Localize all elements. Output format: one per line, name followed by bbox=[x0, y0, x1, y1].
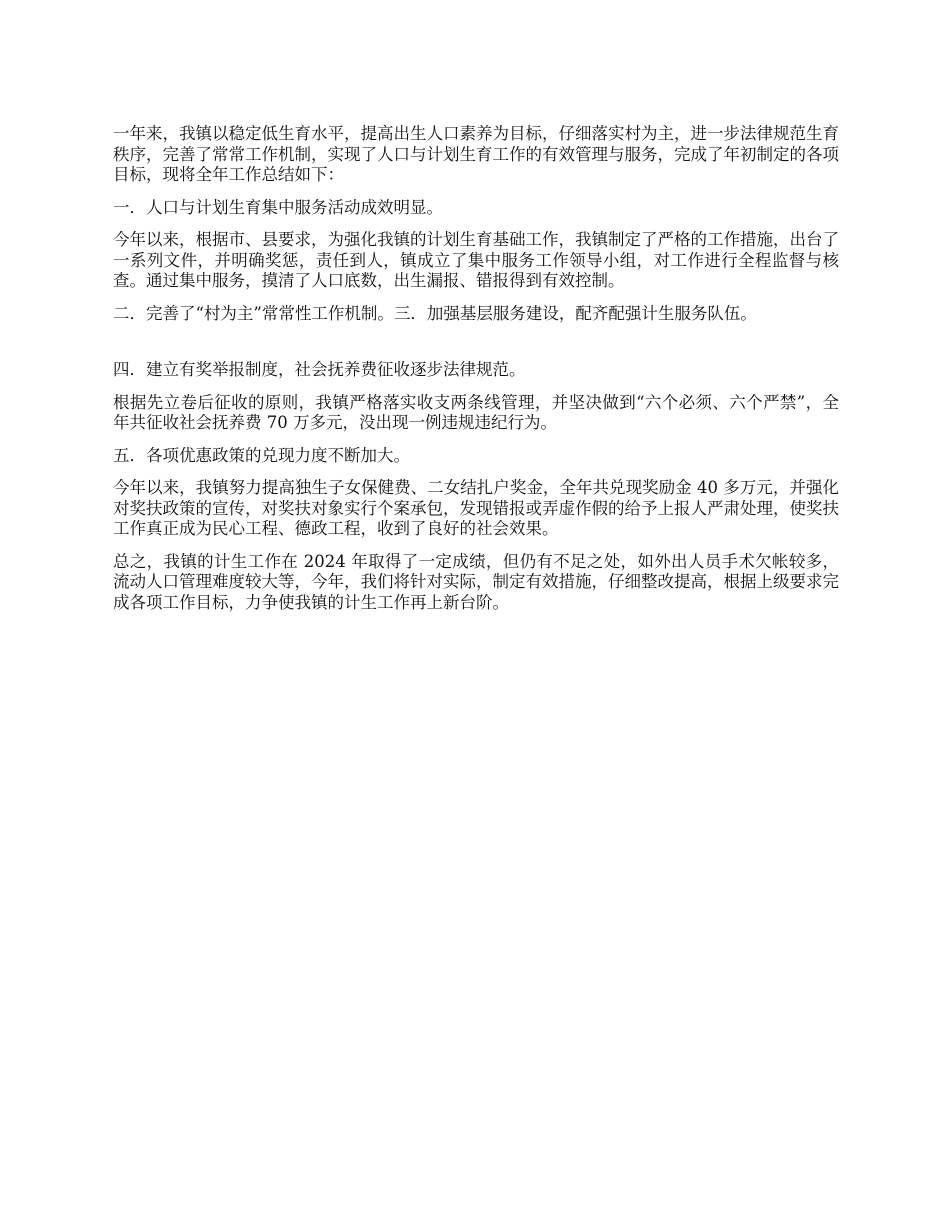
section-body-5: 今年以来，我镇努力提高独生子女保健费、二女结扎户奖金，全年共兑现奖励金 40 多万元，并强化对奖扶政策的宣传，对奖扶对象实行个案承包，发现错报或弄虚作假的给予上报人严肃处理，使奖扶工作真正成为民心工程、德政工程，收到了良好的社会效果。 bbox=[113, 478, 839, 538]
section-heading-1: 一．人口与计划生育集中服务活动成效明显。 bbox=[113, 197, 443, 217]
section-heading-5: 五．各项优惠政策的兑现力度不断加大。 bbox=[113, 445, 410, 465]
intro-paragraph: 一年来，我镇以稳定低生育水平，提高出生人口素养为目标，仔细落实村为主，进一步法律规范生育秩序，完善了常常工作机制，实现了人口与计划生育工作的有效管理与服务，完成了年初制定的各项目标，现将全年工作总结如下： bbox=[113, 124, 839, 184]
section-heading-2-3: 二．完善了“村为主”常常性工作机制。三．加强基层服务建设，配齐配强计生服务队伍。 bbox=[113, 303, 757, 323]
section-body-4: 根据先立卷后征收的原则，我镇严格落实收支两条线管理，并坚决做到“六个必须、六个严禁”，全年共征收社会抚养费 70 万多元，没出现一例违规违纪行为。 bbox=[113, 392, 839, 432]
section-heading-4: 四．建立有奖举报制度，社会抚养费征收逐步法律规范。 bbox=[113, 360, 526, 379]
document-page bbox=[113, 124, 839, 625]
section-body-1: 今年以来，根据市、县要求，为强化我镇的计划生育基础工作，我镇制定了严格的工作措施，出台了一系列文件，并明确奖惩，责任到人，镇成立了集中服务工作领导小组，对工作进行全程监督与核查。通过集中服务，摸清了人口底数，出生漏报、错报得到有效控制。 bbox=[113, 230, 839, 290]
blank-spacer bbox=[113, 336, 839, 360]
conclusion-paragraph: 总之，我镇的计生工作在 2024 年取得了一定成绩，但仍有不足之处，如外出人员手术欠帐较多，流动人口管理难度较大等，今年，我们将针对实际，制定有效措施，仔细整改提高，根据上级要求完成各项工作目标，力争使我镇的计生工作再上新台阶。 bbox=[113, 551, 839, 612]
